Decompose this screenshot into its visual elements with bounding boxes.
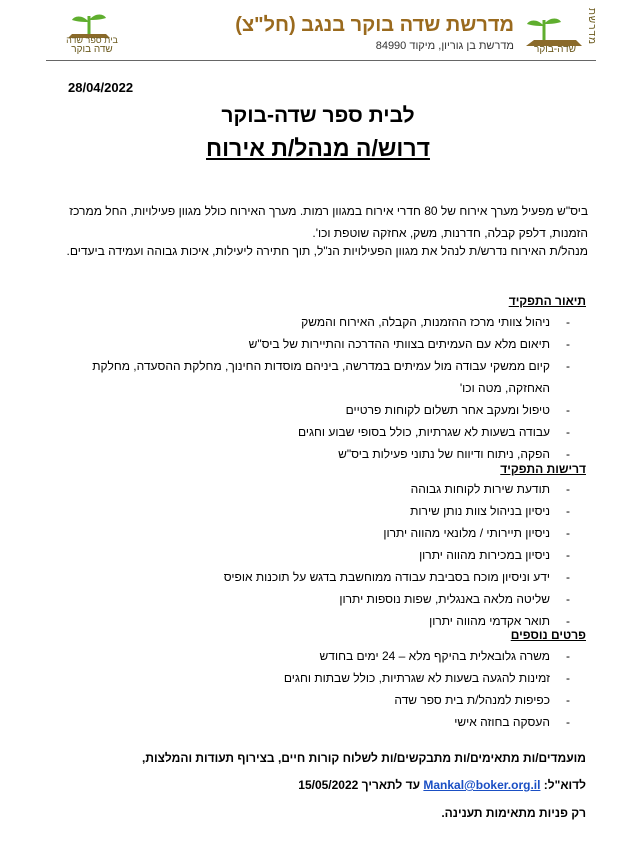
job-description-list xyxy=(48,311,588,465)
section-title-additional-details: פרטים נוספים xyxy=(510,628,586,642)
list-item: - טיפול ומעקב אחר תשלום לקוחות פרטיים xyxy=(345,403,570,417)
logo-right-side-text: מדרשת xyxy=(586,8,597,45)
header-divider xyxy=(46,60,596,61)
section-title-job-description: תיאור התפקיד xyxy=(508,294,586,308)
school-address: מדרשת בן גוריון, מיקוד 84990 xyxy=(375,40,514,52)
list-item: - זמינות להגעה בשעות לא שגרתיות, כולל שבתות וחגים xyxy=(283,671,570,685)
recipient-line: לבית ספר שדה-בוקר xyxy=(221,104,415,127)
section-title-requirements: דרישות התפקיד xyxy=(500,462,586,476)
document-date: 28/04/2022 xyxy=(68,80,134,95)
list-item: - ידע וניסיון מוכח בסביבת עבודה ממוחשבת בדגש על תוכנות אופיס xyxy=(223,570,570,584)
list-item: - כפיפות למנהל/ת בית ספר שדה xyxy=(394,693,570,707)
logo-right-caption: שדה-בוקר xyxy=(533,44,577,55)
list-item: - ניהול צוותי מרכז ההזמנות, הקבלה, האירוח והמשק xyxy=(301,315,570,329)
list-item: - ניסיון במכירות מהווה יתרון xyxy=(419,548,570,562)
logo-left-caption-1: בית ספר שדה xyxy=(66,35,118,45)
logo-left-caption-2: שדה בוקר xyxy=(71,44,113,55)
list-item: - עבודה בשעות לא שגרתיות, כולל בסופי שבוע וחגים xyxy=(297,425,570,439)
list-item: - שליטה מלאה באנגלית, שפות נוספות יתרון xyxy=(339,592,570,606)
deadline-text: עד לתאריך 15/05/2022 xyxy=(298,778,421,792)
intro-paragraph-1: ביס"ש מפעיל מערך אירוח של 80 חדרי אירוח במגוון רמות. מערך האירוח כולל מגוון פעילויות, החל ממרכז הזמנות, דלפק קבלה, חדרנות, משק, אחזקה שוטפת וכו'. xyxy=(69,204,588,240)
job-title: דרוש/ה מנהל/ת אירוח xyxy=(206,135,430,161)
requirements-list xyxy=(48,478,588,632)
list-item: - ניסיון תיירותי / מלונאי מהווה יתרון xyxy=(383,526,570,540)
contact-email-link[interactable]: Mankal@boker.org.il xyxy=(423,778,541,792)
list-item: - תיאום מלא עם העמיתים בצוותי ההדרכה והתיירות של ביס"ש xyxy=(248,337,570,351)
application-instructions: מועמדים/ות מתאימים/ות מתבקשים/ות לשלוח קורות חיים, בצירוף תעודות והמלצות, xyxy=(142,751,586,765)
intro-paragraph-2: מנהל/ת האירוח נדרש/ת לנהל את מגוון הפעילויות הנ"ל, תוך חתירה ליעילות, איכות גבוהה ועמידה ביעדים. xyxy=(66,244,588,258)
list-item: - קיום ממשקי עבודה מול עמיתים במדרשה, ביניהם מוסדות החינוך, מחלקת ההסעדה, מחלקת האחזקה, מטה וכו' xyxy=(92,359,570,395)
email-prefix: לדוא"ל: xyxy=(543,778,586,792)
list-item: - משרה גלובאלית בהיקף מלא – 24 ימים בחודש xyxy=(319,649,570,663)
school-title: מדרשת שדה בוקר בנגב (חל"צ) xyxy=(235,14,514,36)
list-item: - הפקה, ניתוח ודיווח של נתוני פעילות ביס"ש xyxy=(338,447,570,461)
closing-note: רק פניות מתאימות תענינה. xyxy=(441,806,586,820)
application-contact-line xyxy=(298,778,586,792)
additional-details-list xyxy=(48,645,588,733)
list-item: - העסקה בחוזה אישי xyxy=(454,715,570,729)
list-item: - תודעת שירות לקוחות גבוהה xyxy=(410,482,570,496)
list-item: - ניסיון בניהול צוות נותן שירות xyxy=(410,504,570,518)
list-item: - תואר אקדמי מהווה יתרון xyxy=(429,614,570,628)
